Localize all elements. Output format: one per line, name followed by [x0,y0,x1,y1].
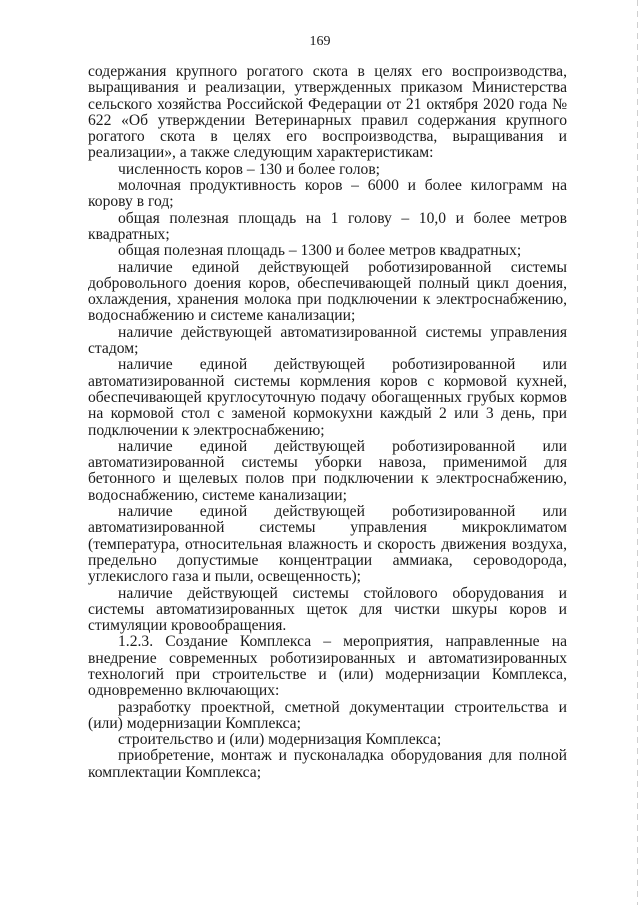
paragraph: молочная продуктивность коров – 6000 и более килограмм на корову в год; [88,177,567,211]
paragraph: строительство и (или) модернизация Комплекса; [118,731,442,749]
page-edge [637,0,638,905]
paragraph: общая полезная площадь – 1300 и более метров квадратных; [118,242,522,260]
paragraph: общая полезная площадь на 1 голову – 10,0 и более метров квадратных; [88,209,567,243]
paragraph: наличие действующей системы стойлового оборудования и системы автоматизированных щеток для чистки шкуры коров и стимуляции кровообращения. [88,584,567,635]
document-body [88,64,567,781]
section-paragraph: 1.2.3. Создание Комплекса – мероприятия, направленные на внедрение современных роботизированных и автоматизированных технологий при строительстве и (или) модернизации Комплекса, одновременно включающих: [88,633,567,700]
paragraph: наличие единой действующей роботизированной или автоматизированной системы управления микроклиматом (температура, относительная влажность и скорость движения воздуха, предельно допустимые концентрации аммиака, сероводорода, углекислого газа и пыли, освещенность); [88,503,567,586]
paragraph: наличие действующей автоматизированной системы управления стадом; [88,323,567,358]
paragraph: содержания крупного рогатого скота в целях его воспроизводства, выращивания и реализации, утвержденных приказом Министерства сельского хозяйства Российской Федерации от 21 октября 2020 года № 622 «Об утверждении Ветеринарных правил содержания крупного рогатого скота в целях его воспроизводства, выращивания и реализации», а также следующим характеристикам: [88,63,567,162]
paragraph: численность коров – 130 и более голов; [118,160,381,178]
page-number: 169 [309,34,331,49]
paragraph: приобретение, монтаж и пусконаладка оборудования для полной комплектации Комплекса; [88,747,567,781]
paragraph: разработку проектной, сметной документации строительства и (или) модернизации Комплекса; [88,698,567,732]
paragraph: наличие единой действующей роботизированной или автоматизированной системы уборки навоза, применимой для бетонного и щелевых полов при подключении к электроснабжению, водоснабжению, системе канализации; [88,437,567,504]
paragraph: наличие единой действующей роботизированной или автоматизированной системы кормления коров с кормовой кухней, обеспечивающей круглосуточную подачу обогащенных грубых кормов на кормовой стол с заменой кормокухни каждый 2 или 3 день, при подключении к электроснабжению; [88,356,567,439]
paragraph: наличие единой действующей роботизированной системы добровольного доения коров, обеспечивающей полный цикл доения, охлаждения, хранения молока при подключении к электроснабжению, водоснабжению и системе канализации; [88,258,567,325]
